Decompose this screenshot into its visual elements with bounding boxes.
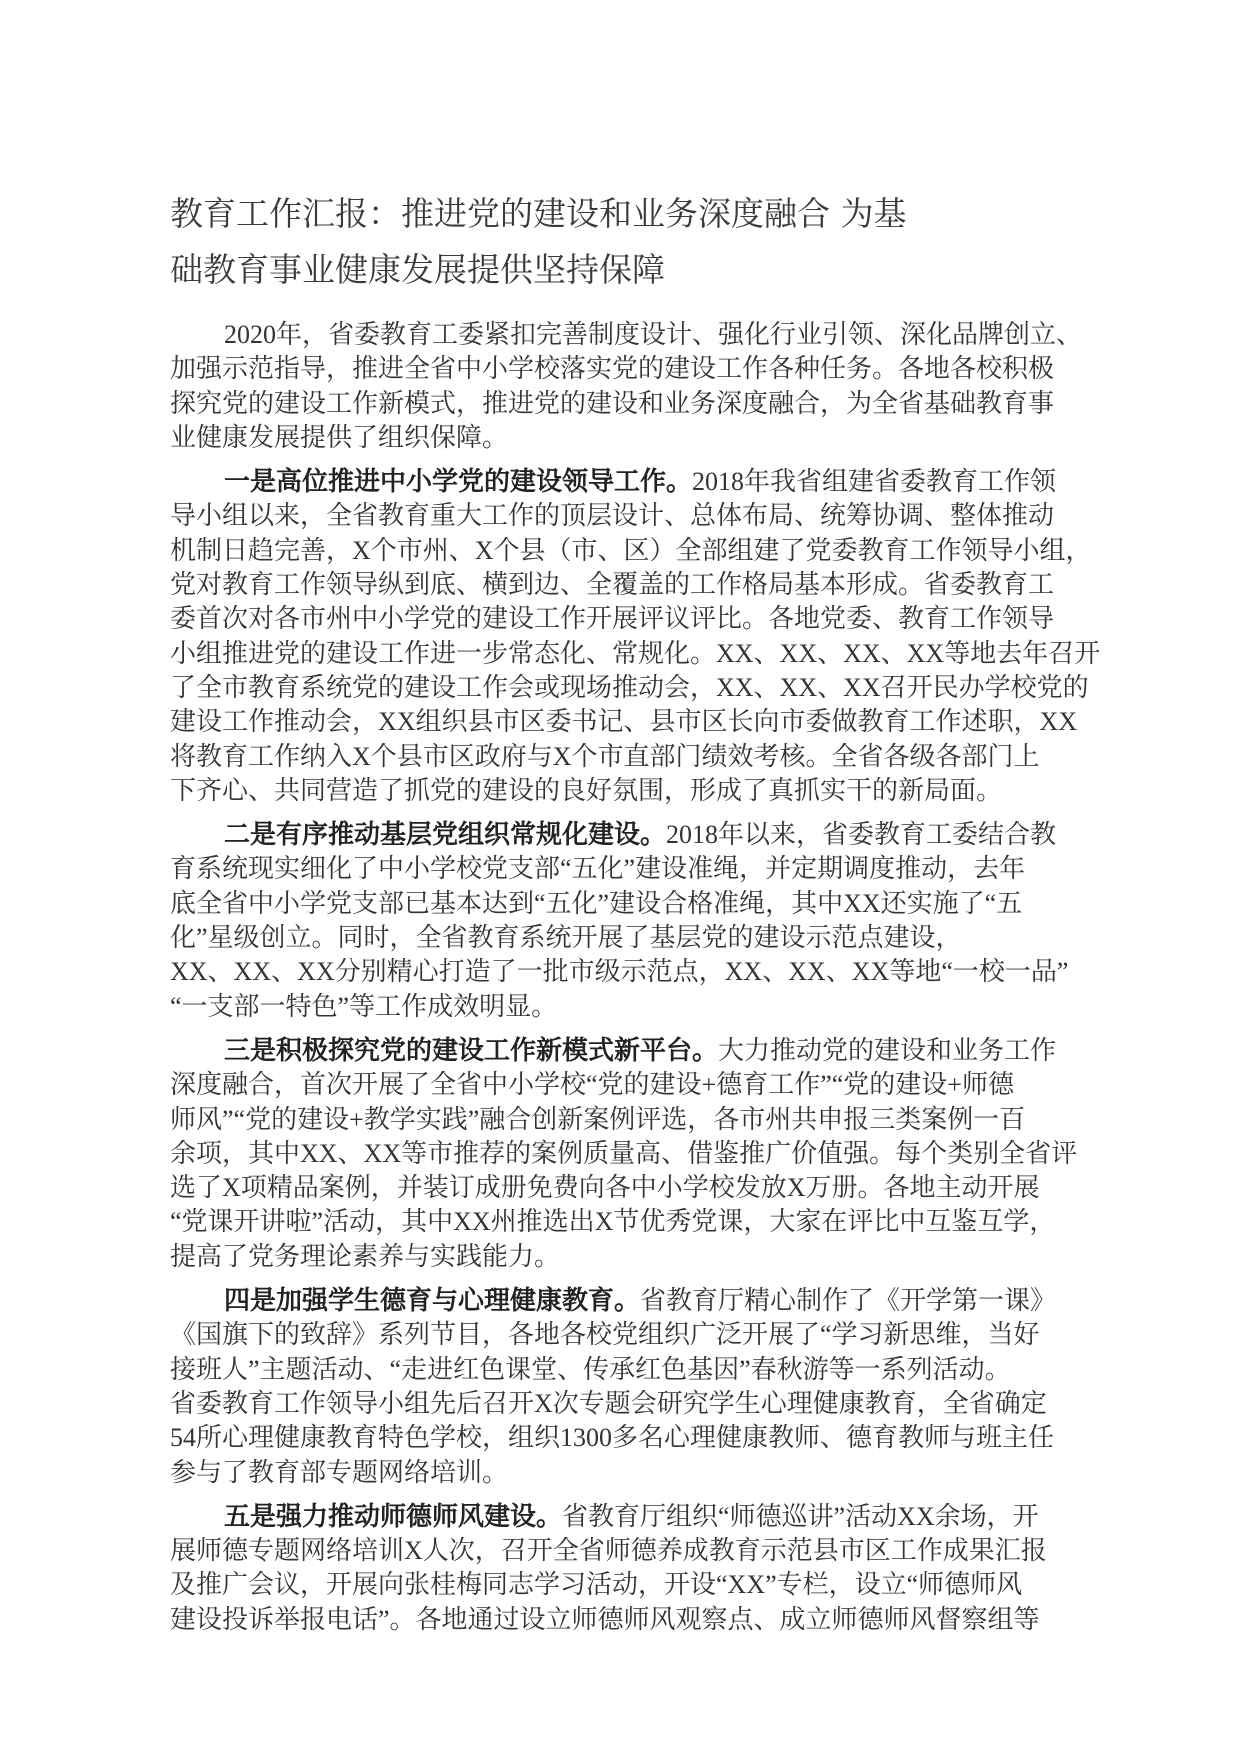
paragraph-line: 下齐心、共同营造了抓党的建设的良好氛围，形成了真抓实干的新局面。: [170, 775, 1003, 805]
paragraph-text: 省教育厅精心制作了《开学第一课》: [640, 1286, 1057, 1316]
paragraph-line: 了全市教育系统党的建设工作会或现场推动会，XX、XX、XX召开民办学校党的: [170, 672, 1089, 702]
paragraph-line: 师风”“党的建设+教学实践”融合创新案例评选，各市州共申报三类案例一百: [170, 1104, 1026, 1134]
paragraph-line: 深度融合，首次开展了全省中小学校“党的建设+德育工作”“党的建设+师德: [170, 1070, 1014, 1100]
paragraph-heading: 二是有序推动基层党组织常规化建设。: [224, 820, 667, 850]
paragraph-line: 党对教育工作领导纵到底、横到边、全覆盖的工作格局基本形成。省委教育工: [170, 570, 1055, 600]
paragraph: [170, 818, 1110, 1024]
paragraph-line: 底全省中小学党支部已基本达到“五化”建设合格准绳，其中XX还实施了“五: [170, 888, 1023, 918]
paragraph-line: [170, 465, 1110, 499]
paragraph-line: 及推广会议，开展向张桂梅同志学习活动，开设“XX”专栏，设立“师德师风: [170, 1570, 1023, 1600]
paragraph-line: 导小组以来，全省教育重大工作的顶层设计、总体布局、统筹协调、整体推动: [170, 501, 1055, 531]
paragraph-line: 机制日趋完善，X个市州、X个县（市、区）全部组建了党委教育工作领导小组，: [170, 535, 1092, 565]
title-line: 础教育事业健康发展提供坚持保障: [170, 250, 665, 289]
paragraph-text: 2018年我省组建省委教育工作领: [692, 467, 1057, 497]
paragraph-line: 业健康发展提供了组织保障。: [170, 422, 509, 452]
paragraph-line: 建设投诉举报电话”。各地通过设立师德师风观察点、成立师德师风督察组等: [170, 1604, 1040, 1634]
paragraph-line: [170, 1034, 1110, 1068]
paragraph-line: 委首次对各市州中小学党的建设工作开展评议评比。各地党委、教育工作领导: [170, 604, 1055, 634]
paragraph-heading: 五是强力推动师德师风建设。: [224, 1501, 563, 1531]
title-line: 教育工作汇报：推进党的建设和业务深度融合 为基: [170, 194, 907, 233]
paragraph-line: 化”星级创立。同时，全省教育系统开展了基层党的建设示范点建设，: [170, 923, 962, 953]
paragraph-text: 省教育厅组织“师德巡讲”活动XX余场，开: [562, 1501, 1039, 1531]
paragraph-heading: 三是积极探究党的建设工作新模式新平台。: [224, 1035, 719, 1065]
paragraph-line: 小组推进党的建设工作进一步常态化、常规化。XX、XX、XX、XX等地去年召开: [170, 638, 1101, 668]
paragraph-line: 省委教育工作领导小组先后召开X次专题会研究学生心理健康教育，全省确定: [170, 1388, 1047, 1418]
paragraph-line: XX、XX、XX分别精心打造了一批市级示范点，XX、XX、XX等地“一校一品”: [170, 957, 1069, 987]
document-title: [170, 186, 1110, 298]
paragraph-text: 大力推动党的建设和业务工作: [718, 1035, 1057, 1065]
paragraph-line: 加强示范指导，推进全省中小学校落实党的建设工作各种任务。各地各校积极: [170, 354, 1055, 384]
paragraph-heading: 四是加强学生德育与心理健康教育。: [224, 1286, 641, 1316]
paragraph-text: 2018年以来，省委教育工委结合教: [666, 820, 1057, 850]
paragraph: [170, 1284, 1110, 1490]
paragraph-line: 提高了党务理论素养与实践能力。: [170, 1241, 561, 1271]
paragraph-line: “一支部一特色”等工作成效明显。: [170, 991, 558, 1021]
paragraph-heading: 一是高位推进中小学党的建设领导工作。: [224, 467, 693, 497]
paragraph-text: 2020年，省委教育工委紧扣完善制度设计、强化行业引领、深化品牌创立、: [224, 320, 1083, 349]
paragraph-line: 《国旗下的致辞》系列节目，各地各校党组织广泛开展了“学习新思维，当好: [170, 1320, 1040, 1350]
paragraph-line: 育系统现实细化了中小学校党支部“五化”建设准绳，并定期调度推动，去年: [170, 854, 1026, 884]
paragraph-line: 选了X项精品案例，并装订成册免费向各中小学校发放X万册。各地主动开展: [170, 1173, 1040, 1203]
paragraph: [170, 318, 1110, 455]
paragraph: [170, 1500, 1110, 1637]
paragraph: [170, 1034, 1110, 1274]
paragraph-line: 参与了教育部专题网络培训。: [170, 1457, 509, 1487]
paragraph-line: 余项，其中XX、XX等市推荐的案例质量高、借鉴推广价值强。每个类别全省评: [170, 1138, 1078, 1168]
paragraph-line: 展师德专题网络培训X人次，召开全省师德养成教育示范县市区工作成果汇报: [170, 1536, 1047, 1566]
paragraph-line: [170, 1500, 1110, 1534]
paragraph-line: 建设工作推动会，XX组织县市区委书记、县市区长向市委做教育工作述职，XX: [170, 707, 1078, 737]
paragraph-line: “党课开讲啦”活动，其中XX州推选出X节优秀党课，大家在评比中互鉴互学，: [170, 1207, 1056, 1237]
paragraph-line: [170, 1284, 1110, 1318]
document-body: [170, 318, 1110, 1637]
paragraph-line: [170, 818, 1110, 852]
paragraph-line: 54所心理健康教育特色学校，组织1300多名心理健康教师、德育教师与班主任: [170, 1423, 1055, 1453]
document-page: [170, 186, 1110, 1647]
paragraph-line: [170, 318, 1110, 352]
paragraph-line: 探究党的建设工作新模式，推进党的建设和业务深度融合，为全省基础教育事: [170, 388, 1055, 418]
paragraph-line: 接班人”主题活动、“走进红色课堂、传承红色基因”春秋游等一系列活动。: [170, 1354, 1011, 1384]
paragraph-line: 将教育工作纳入X个县市区政府与X个市直部门绩效考核。全省各级各部门上: [170, 741, 1040, 771]
paragraph: [170, 465, 1110, 808]
